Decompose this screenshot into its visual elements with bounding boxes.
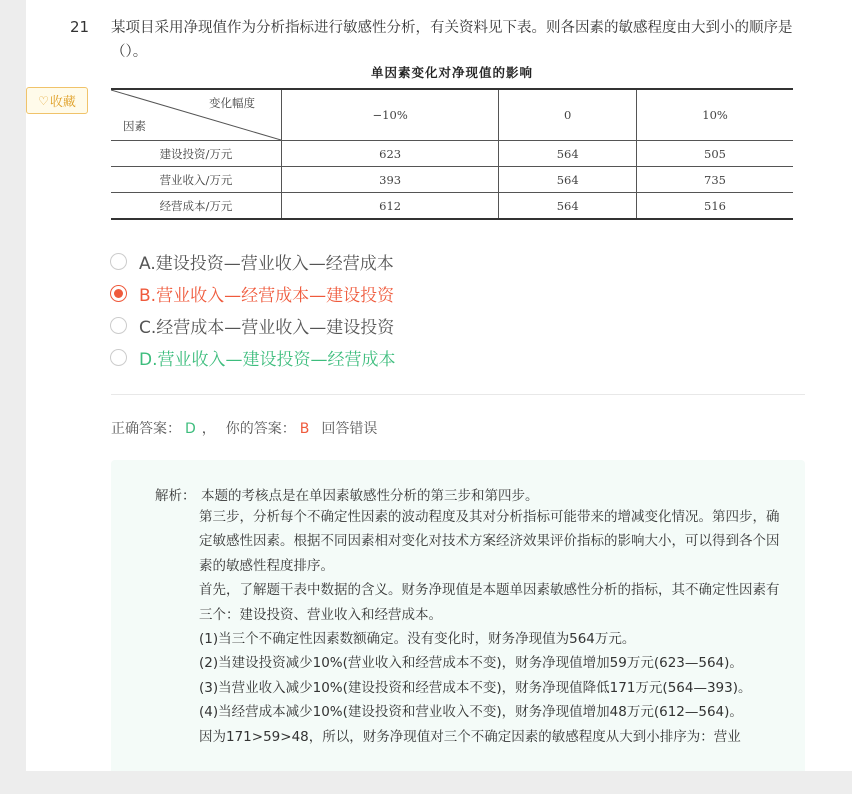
table-title: 单因素变化对净现值的影响 [370,65,533,80]
correct-answer-value: D [185,421,196,437]
explanation-panel [111,460,805,771]
favorite-label: 收藏 [49,95,76,110]
table-cell: 612 [282,193,499,220]
table-cell: 623 [282,141,499,167]
answer-options [110,245,396,373]
table-row [111,193,793,220]
explanation-paragraph: 首先，了解题干表中数据的含义。财务净现值是本题单因素敏感性分析的指标，其不确定性因素有三个：建设投资、营业收入和经营成本。 [199,582,780,623]
table-header-row [111,89,793,141]
column-header: 10% [637,89,793,141]
header-factor: 因素 [123,119,146,133]
option-b[interactable] [110,277,396,309]
option-label: C.经营成本—营业收入—建设投资 [139,317,395,338]
divider [111,394,805,395]
explanation-paragraph: (2)当建设投资减少10%(营业收入和经营成本不变)，财务净现值增加59万元(623—564)。 [199,655,743,672]
row-label: 建设投资/万元 [111,141,282,167]
table-cell: 516 [637,193,793,220]
option-label: D.营业收入—建设投资—经营成本 [139,349,396,370]
table-cell: 564 [499,193,637,220]
explanation-paragraph: 第三步，分析每个不确定性因素的波动程度及其对分析指标可能带来的增减变化情况。第四步，确定敏感性因素。根据不同因素相对变化对技术方案经济效果评价指标的影响大小，可以得到各个因素的敏感性程度排序。 [199,509,780,574]
your-answer-label: 你的答案： [225,421,296,437]
explanation-paragraph: (1)当三个不确定性因素数额确定。没有变化时，财务净现值为564万元。 [199,631,636,648]
table-cell: 735 [637,167,793,193]
table-row [111,141,793,167]
radio-button[interactable] [110,317,127,334]
row-label: 经营成本/万元 [111,193,282,220]
column-header: −10% [282,89,499,141]
radio-button[interactable] [110,253,127,270]
question-text: 某项目采用净现值作为分析指标进行敏感性分析，有关资料见下表。则各因素的敏感程度由大到小的顺序是（）。 [111,20,793,60]
result-separator: ， [201,421,216,437]
explanation-paragraph: (3)当营业收入减少10%(建设投资和经营成本不变)，财务净现值降低171万元(564—393)。 [199,679,752,696]
diagonal-header-cell [111,89,282,141]
option-label: B.营业收入—经营成本—建设投资 [139,285,395,306]
question-figure [111,62,793,220]
table-cell: 564 [499,167,637,193]
row-label: 营业收入/万元 [111,167,282,193]
radio-button-checked[interactable] [110,285,127,302]
explanation-paragraph: (4)当经营成本减少10%(建设投资和营业收入不变)，财务净现值增加48万元(612—564)。 [199,704,743,721]
explanation-paragraph: 因为171>59>48，所以，财务净现值对三个不确定因素的敏感程度从大到小排序为：营业 [199,728,741,745]
table-cell: 393 [282,167,499,193]
table-row [111,167,793,193]
your-answer-value: B [299,421,310,437]
header-change-range: 变化幅度 [209,96,255,110]
option-label: A.建设投资—营业收入—经营成本 [139,253,394,274]
explanation-intro: 本题的考核点是在单因素敏感性分析的第三步和第四步。 [201,488,539,504]
column-header: 0 [499,89,637,141]
answer-result [111,418,377,438]
table-cell: 505 [637,141,793,167]
radio-button[interactable] [110,349,127,366]
result-status: 回答错误 [321,421,378,437]
question-card [26,0,852,771]
question-number: 21 [70,18,90,36]
option-d[interactable] [110,341,396,373]
option-a[interactable] [110,245,396,277]
option-c[interactable] [110,309,396,341]
sensitivity-table [111,88,793,220]
heart-outline-icon: ♡ [38,93,49,108]
favorite-button[interactable] [26,87,88,114]
explanation-body [199,505,789,749]
explanation-label: 解析： [155,488,196,504]
table-cell: 564 [499,141,637,167]
correct-answer-label: 正确答案： [111,421,181,437]
